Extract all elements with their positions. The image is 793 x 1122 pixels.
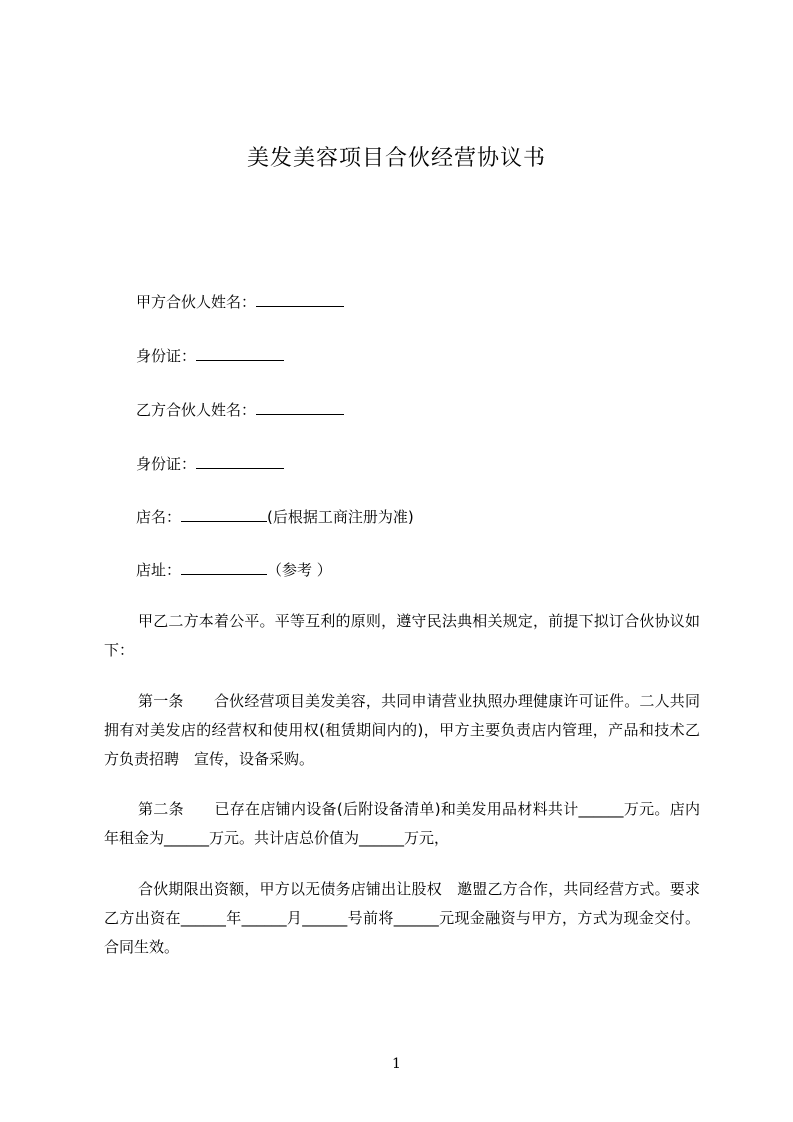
party-b-id-blank bbox=[196, 453, 284, 469]
article-1-paragraph: 第一条 合伙经营项目美发美容，共同申请营业执照办理健康许可证件。二人共同拥有对美发店的经营权和使用权(租赁期间内的)，甲方主要负责店内管理，产品和技术乙方负责招聘 宣传，设备采购。 bbox=[104, 692, 700, 768]
intro-paragraph: 甲乙二方本着公平。平等互利的原则，遵守民法典相关规定，前提下拟订合伙协议如下： bbox=[104, 612, 700, 659]
store-name-field bbox=[136, 506, 414, 527]
store-address-note: （参考 ） bbox=[267, 561, 332, 579]
party-a-id-blank bbox=[196, 345, 284, 361]
store-address-label: 店址： bbox=[136, 561, 182, 579]
party-a-id-field bbox=[136, 345, 284, 366]
store-address-blank bbox=[181, 559, 267, 575]
page-number: 1 bbox=[392, 1056, 401, 1072]
store-name-blank bbox=[181, 506, 267, 522]
party-a-name-label: 甲方合伙人姓名： bbox=[136, 293, 257, 311]
article-3-paragraph: 合伙期限出资额，甲方以无债务店铺出让股权 邀盟乙方合作，共同经营方式。要求乙方出资在______年______月______号前将______元现金融资与甲方，方式为现金交付。合同生效。 bbox=[104, 880, 700, 956]
party-a-id-label: 身份证： bbox=[136, 347, 197, 365]
document-title: 美发美容项目合伙经营协议书 bbox=[246, 146, 546, 171]
party-a-name-blank bbox=[256, 291, 344, 307]
store-name-label: 店名： bbox=[136, 508, 182, 526]
party-b-name-blank bbox=[256, 399, 344, 415]
party-b-id-field bbox=[136, 453, 284, 474]
article-2-paragraph: 第二条 已存在店铺内设备(后附设备清单)和美发用品材料共计______万元。店内年租金为______万元。共计店总价值为______万元， bbox=[104, 800, 700, 847]
party-a-name-field bbox=[136, 291, 344, 312]
store-name-note: (后根据工商注册为准) bbox=[267, 508, 414, 526]
party-b-id-label: 身份证： bbox=[136, 455, 197, 473]
party-b-name-label: 乙方合伙人姓名： bbox=[136, 401, 257, 419]
store-address-field bbox=[136, 559, 332, 580]
party-b-name-field bbox=[136, 399, 344, 420]
